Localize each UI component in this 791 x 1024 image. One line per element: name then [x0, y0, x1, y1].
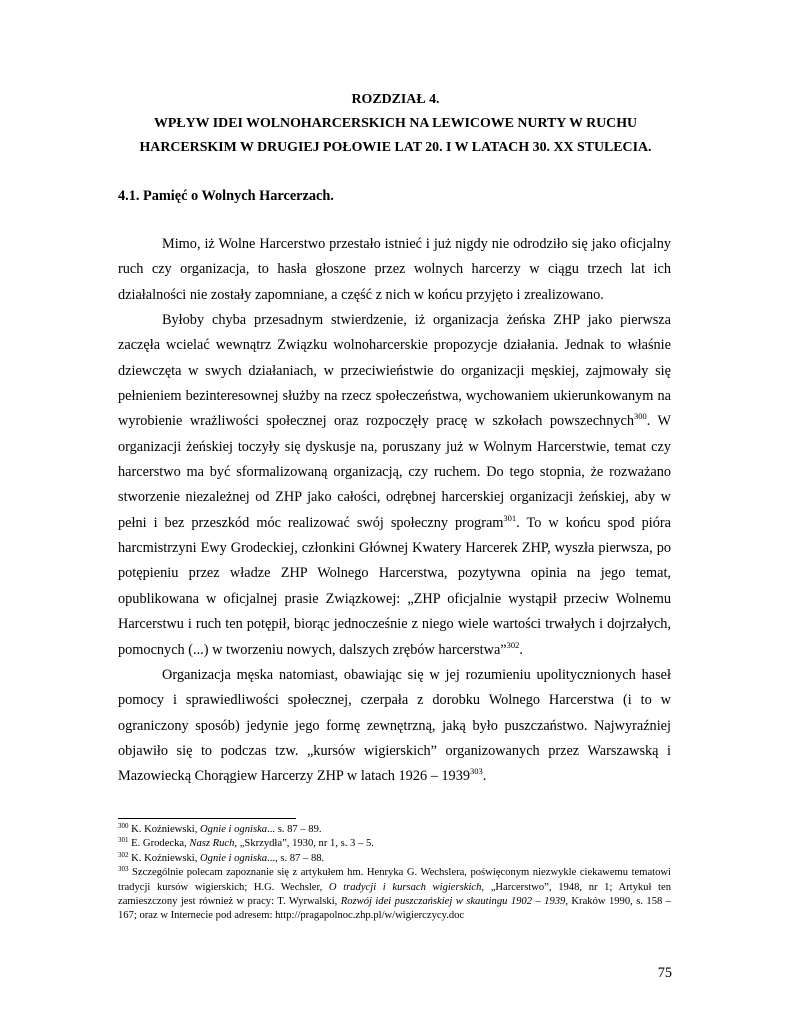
footnote-302	[118, 852, 671, 866]
footnote-text: Szczególnie polecam zapoznanie się z artykułem hm. Henryka G. Wechslera, poświęconym niezwykle ciekawemu tematowi tradycji kursów wigierskich; H.G. Wechsler,	[118, 867, 671, 893]
section-heading: 4.1. Pamięć o Wolnych Harcerzach.	[118, 188, 334, 204]
footnote-text: ..., s. 87 – 88.	[267, 852, 325, 864]
footnote-book-title: Rozwój idei puszczańskiej w skautingu 1902 – 1939	[340, 896, 566, 908]
footnote-text: E. Grodecka,	[128, 838, 190, 850]
footnote-text: , Kraków 1990, s. 158 – 167; oraz w Internecie pod adresem: http://pragapolnoc.zhp.pl/w/wigierczycy.doc	[118, 896, 671, 922]
footnote-ref-303[interactable]: 303	[470, 766, 483, 777]
paragraph-2-text-d: .	[519, 641, 523, 658]
footnote-number: 302	[118, 850, 129, 859]
footnotes	[118, 823, 671, 924]
paragraph-1: Mimo, iż Wolne Harcerstwo przestało istnieć i już nigdy nie odrodziło się jako oficjalny ruch czy organizacja, to hasła głoszone przez wolnych harcerzy w ciągu trzech lat ich działalności nie zostały zapomniane, a część z nich w końcu przyjęto i zrealizowano.	[118, 236, 671, 303]
paragraph-2	[118, 308, 671, 663]
footnote-ref-300[interactable]: 300	[634, 411, 647, 422]
footnote-number: 301	[118, 836, 129, 845]
chapter-title-line-1: WPŁYW IDEI WOLNOHARCERSKICH NA LEWICOWE NURTY W RUCHU	[153, 116, 638, 131]
paragraph-3-text-a: Organizacja męska natomiast, obawiając się w jej rozumieniu upolitycznionych haseł pomocy i sprawiedliwości społecznej, czerpała z dorobku Wolnego Harcerstwa (i to w ograniczony sposób) jedynie jego formę zewnętrzną, jaką było puszczaństwo. Najwyraźniej objawiło się to podczas tzw. „kursów wigierskich” organizowanych przez Warszawską i Mazowiecką Chorągiew Harcerzy ZHP w latach 1926 – 1939	[118, 666, 671, 785]
footnote-300	[118, 823, 671, 837]
footnote-text: K. Koźniewski,	[128, 824, 200, 835]
footnote-separator	[118, 818, 296, 819]
paragraph-3	[118, 663, 671, 790]
footnote-book-title: Ognie i ogniska	[200, 852, 268, 864]
footnote-text: , „Skrzydła”, 1930, nr 1, s. 3 – 5.	[234, 838, 374, 850]
chapter-title-line-2: HARCERSKIM W DRUGIEJ POŁOWIE LAT 20. I W LATACH 30. XX STULECIA.	[139, 140, 652, 155]
page-number: 75	[657, 965, 672, 981]
footnote-number: 300	[118, 822, 129, 830]
footnote-article-title: Nasz Ruch	[189, 838, 235, 850]
footnote-ref-302[interactable]: 302	[506, 639, 520, 650]
paragraph-2-text-b: . W organizacji żeńskiej toczyły się dyskusje na, poruszany już w Wolnym Harcerstwie, temat czy harcerstwo ma być sformalizowaną organizacją, czy ruchem. Do tego stopnia, że rozważano stworzenie niezależnej od ZHP jako całości, odrębnej harcerskiej organizacji żeńskiej, aby w pełni i bez przeszkód móc realizować swój społeczny program	[118, 413, 671, 531]
paragraph-2-text-c: . To w końcu spod pióra harcmistrzyni Ewy Grodeckiej, członkini Głównej Kwatery Harcerek ZHP, wyszła pierwsza, po potępieniu przez władze ZHP Wolnego Harcerstwa, pozytywna opinia na jego temat, opublikowana w oficjalnej prasie Związkowej: „ZHP oficjalnie wystąpił przeciw Wolnemu Harcerstwu i ruch ten potępił, biorąc jednocześnie z niego wiele wartości trwałych i dojrzałych, pomocnych (...) w tworzeniu nowych, dalszych zrębów harcerstwa”	[118, 514, 671, 658]
footnote-text: , „Harcerstwo”, 1948, nr 1; Artykuł ten zamieszczony jest również w pracy: T. Wyrwalski,	[118, 881, 671, 908]
footnote-303	[118, 866, 671, 924]
chapter-number: ROZDZIAŁ 4.	[351, 92, 440, 107]
body-text	[118, 232, 671, 790]
paragraph-2-text-a: Byłoby chyba przesadnym stwierdzenie, iż organizacja żeńska ZHP jako pierwsza zaczęła wcielać wewnątrz Związku wolnoharcerskie propozycje działania. Jednak to właśnie dziewczęta w swych działaniach, w przeciwieństwie do organizacji męskiej, zajmowały się pełnieniem bezinteresownej służby na rzecz społeczeństwa, wychowaniem ukierunkowanym na wyrobienie wrażliwości społecznej oraz rozpoczęły pracę w szkołach powszechnych	[118, 312, 671, 430]
footnote-text: K. Koźniewski,	[128, 852, 200, 864]
footnote-text: ... s. 87 – 89.	[267, 824, 322, 835]
footnote-number: 303	[118, 865, 129, 874]
footnote-ref-301[interactable]: 301	[503, 512, 517, 523]
footnote-article-title: O tradycji i kursach wigierskich	[328, 881, 482, 893]
paragraph-3-text-b: .	[482, 768, 487, 785]
footnote-book-title: Ognie i ogniska	[200, 824, 268, 835]
footnote-301	[118, 837, 671, 851]
